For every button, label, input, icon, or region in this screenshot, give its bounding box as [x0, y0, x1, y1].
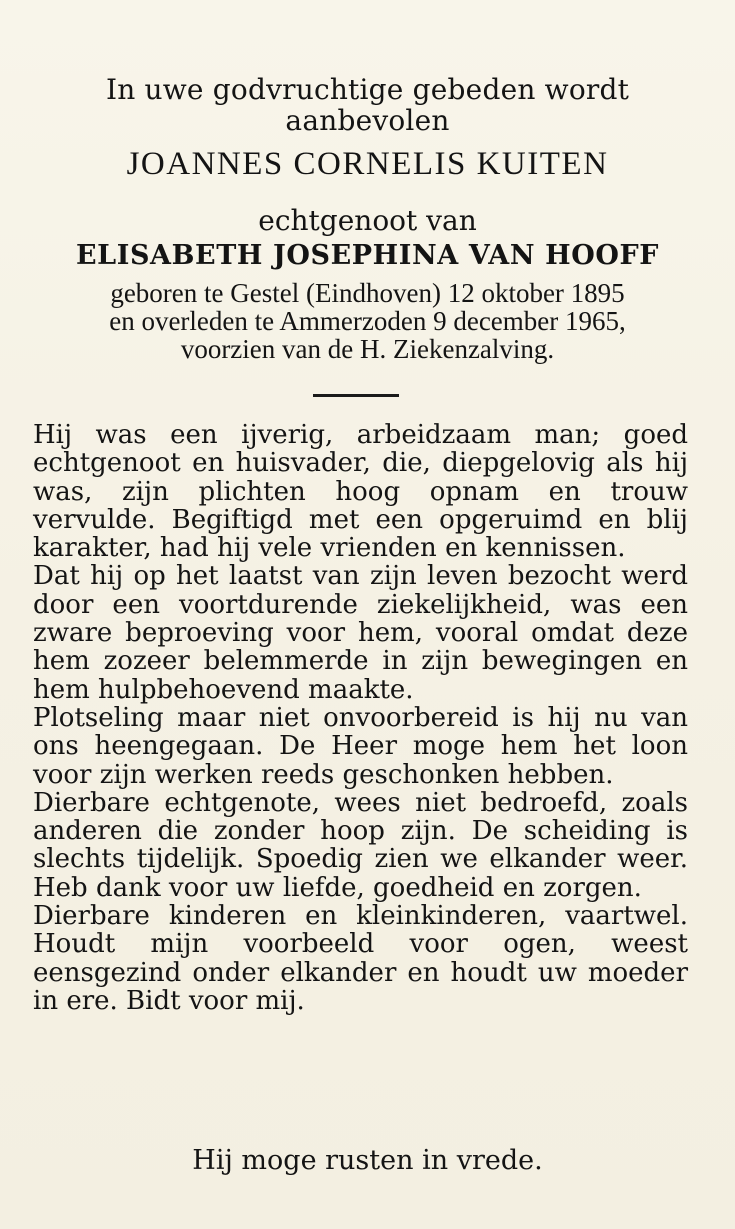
paragraph-illness: Dat hij op het laatst van zijn leven bezocht werd door een voortdurende ziekelijkheid, was een zware beproeving voor hem, vooral omdat deze hem zozeer belemmerde in zijn bewegingen en hem hulpbehoevend maakte.	[33, 561, 688, 705]
paragraph-character: Hij was een ijverig, arbeidzaam man; goed echtgenoot en huisvader, die, diepgelovig als hij was, zijn plichten hoog opnam en trouw vervulde. Begiftigd met een opgeruimd en blij karakter, had hij vele vrienden en kennissen.	[33, 420, 688, 564]
death-line: en overleden te Ammerzoden 9 december 1965,	[109, 306, 626, 336]
memorial-text	[33, 421, 688, 1015]
intro-line-1: In uwe godvruchtige gebeden wordt	[105, 73, 630, 106]
intro-text	[0, 74, 735, 136]
intro-line-2: aanbevolen	[285, 104, 450, 137]
birth-death-details	[0, 279, 735, 363]
paragraph-children: Dierbare kinderen en kleinkinderen, vaartwel. Houdt mijn voorbeeld voor ogen, weest eensgezind onder elkander en houdt uw moeder in ere. Bidt voor mij.	[33, 901, 688, 1016]
paragraph-passing: Plotseling maar niet onvoorbereid is hij nu van ons heengegaan. De Heer moge hem het loon voor zijn werken reeds geschonken hebben.	[33, 702, 688, 790]
birth-line: geboren te Gestel (Eindhoven) 12 oktober 1895	[110, 278, 625, 308]
spouse-name: ELISABETH JOSEPHINA VAN HOOFF	[75, 240, 660, 271]
sacrament-line: voorzien van de H. Ziekenzalving.	[180, 334, 555, 364]
closing-prayer: Hij moge rusten in vrede.	[192, 1145, 543, 1176]
paragraph-spouse: Dierbare echtgenote, wees niet bedroefd, zoals anderen die zonder hoop zijn. De scheiding is slechts tijdelijk. Spoedig zien we elkander weer. Heb dank voor uw liefde, goedheid en zorgen.	[33, 787, 688, 903]
divider-rule	[313, 394, 399, 397]
deceased-name: JOANNES CORNELIS KUITEN	[126, 146, 609, 182]
spouse-label: echtgenoot van	[258, 204, 477, 237]
